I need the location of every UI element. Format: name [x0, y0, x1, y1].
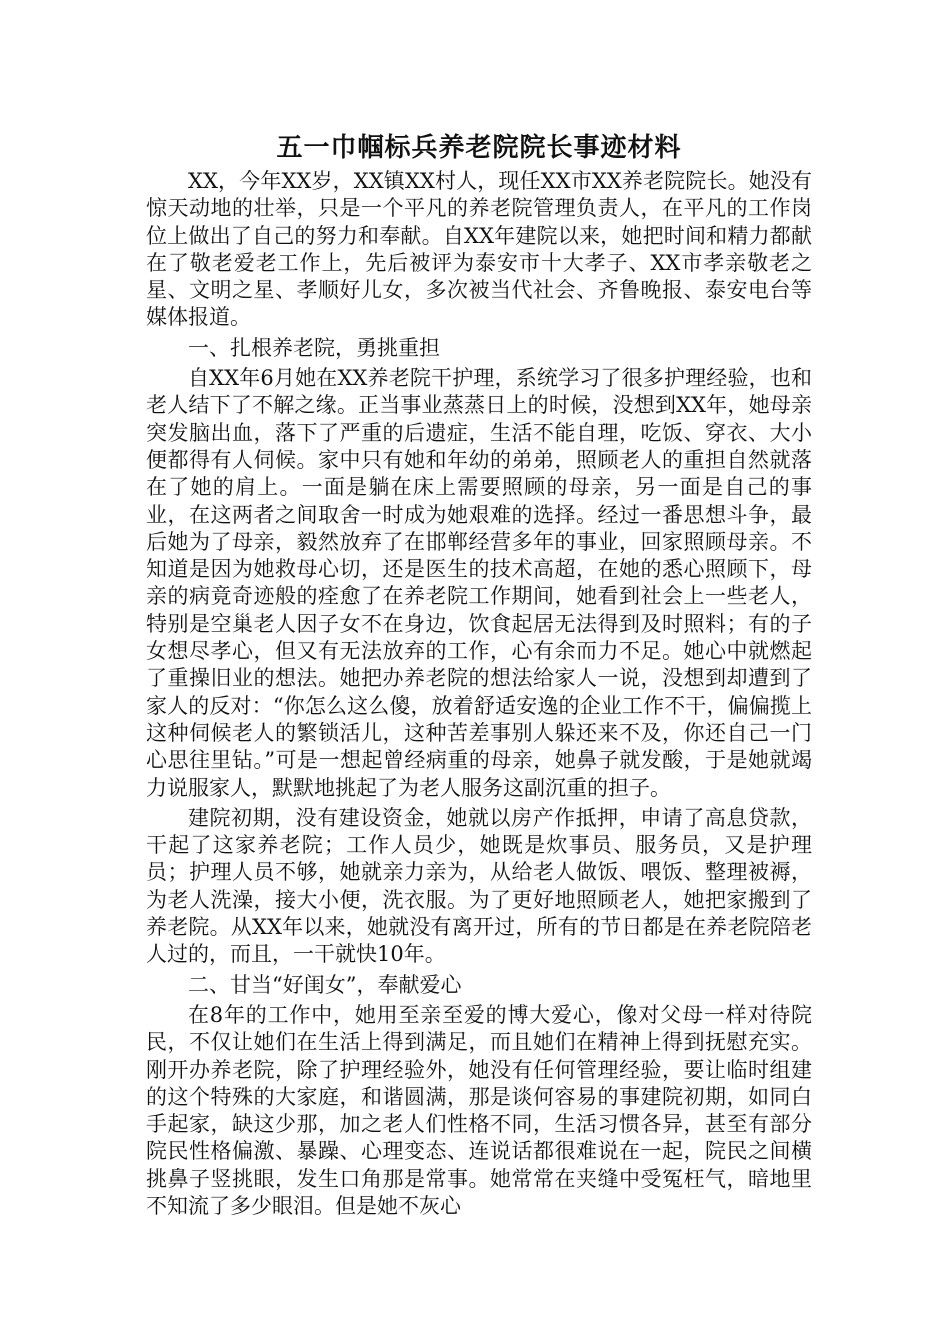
section-2-heading: 二、甘当“好闺女”，奉献爱心: [188, 972, 462, 997]
document-title: 五一巾帼标兵养老院院长事迹材料: [276, 133, 682, 163]
section-1-heading: 一、扎根养老院，勇挑重担: [188, 335, 440, 360]
section-2-paragraph-1: 在8年的工作中，她用至亲至爱的博大爱心，像对父母一样对待院民，不仅让她们在生活上得到满足，而且她们在精神上得到抚慰充实。刚开办养老院，除了护理经验外，她没有任何管理经验，要让临时组建的这个特殊的大家庭，和谐圆满，那是谈何容易的事建院初期，如同白手起家，缺这少那，加之老人们性格不同，生活习惯各异，甚至有部分院民性格偏激、暴躁、心理变态、连说话都很难说在一起，院民之间横挑鼻子竖挑眼，发生口角那是常事。她常常在夹缝中受冤枉气，暗地里不知流了多少眼泪。但是她不灰心: [146, 1002, 812, 1218]
section-1-paragraph-1: 自XX年6月她在XX养老院干护理，系统学习了很多护理经验，也和老人结下了不解之缘。正当事业蒸蒸日上的时候，没想到XX年，她母亲突发脑出血，落下了严重的后遗症，生活不能自理，吃饭、穿衣、大小便都得有人伺候。家中只有她和年幼的弟弟，照顾老人的重担自然就落在了她的肩上。一面是躺在床上需要照顾的母亲，另一面是自己的事业，在这两者之间取舍一时成为她艰难的选择。经过一番思想斗争，最后她为了母亲，毅然放弃了在邯郸经营多年的事业，回家照顾母亲。不知道是因为她救母心切，还是医生的技术高超，在她的悉心照顾下，母亲的病竟奇迹般的痊愈了在养老院工作期间，她看到社会上一些老人，特别是空巢老人因子女不在身边，饮食起居无法得到及时照料；有的子女想尽孝心，但又有无法放弃的工作，心有余而力不足。她心中就燃起了重操旧业的想法。她把办养老院的想法给家人一说，没想到却遭到了家人的反对：“你怎么这么傻，放着舒适安逸的企业工作不干，偏偏揽上这种伺候老人的繁锁活儿，这种苦差事别人躲还来不及，你还自己一门心思往里钻。”可是一想起曾经病重的母亲，她鼻子就发酸，于是她就竭力说服家人，默默地挑起了为老人服务这副沉重的担子。: [146, 366, 812, 800]
document-page: [146, 128, 812, 1220]
section-1-paragraph-2: 建院初期，没有建设资金，她就以房产作抵押，申请了高息贷款，干起了这家养老院；工作人员少，她既是炊事员、服务员，又是护理员；护理人员不够，她就亲力亲为，从给老人做饭、喂饭、整理被褥，为老人洗澡，接大小便，洗衣服。为了更好地照顾老人，她把家搬到了养老院。从XX年以来，她就没有离开过，所有的节日都是在养老院陪老人过的，而且，一干就快10年。: [146, 805, 812, 967]
intro-paragraph: XX，今年XX岁，XX镇XX村人，现任XX市XX养老院院长。她没有惊天动地的壮举，只是一个平凡的养老院管理负责人，在平凡的工作岗位上做出了自己的努力和奉献。自XX年建院以来，她把时间和精力都献在了敬老爱老工作上，先后被评为泰安市十大孝子、XX市孝亲敬老之星、文明之星、孝顺好儿女，多次被当代社会、齐鲁晚报、泰安电台等媒体报道。: [146, 169, 812, 330]
